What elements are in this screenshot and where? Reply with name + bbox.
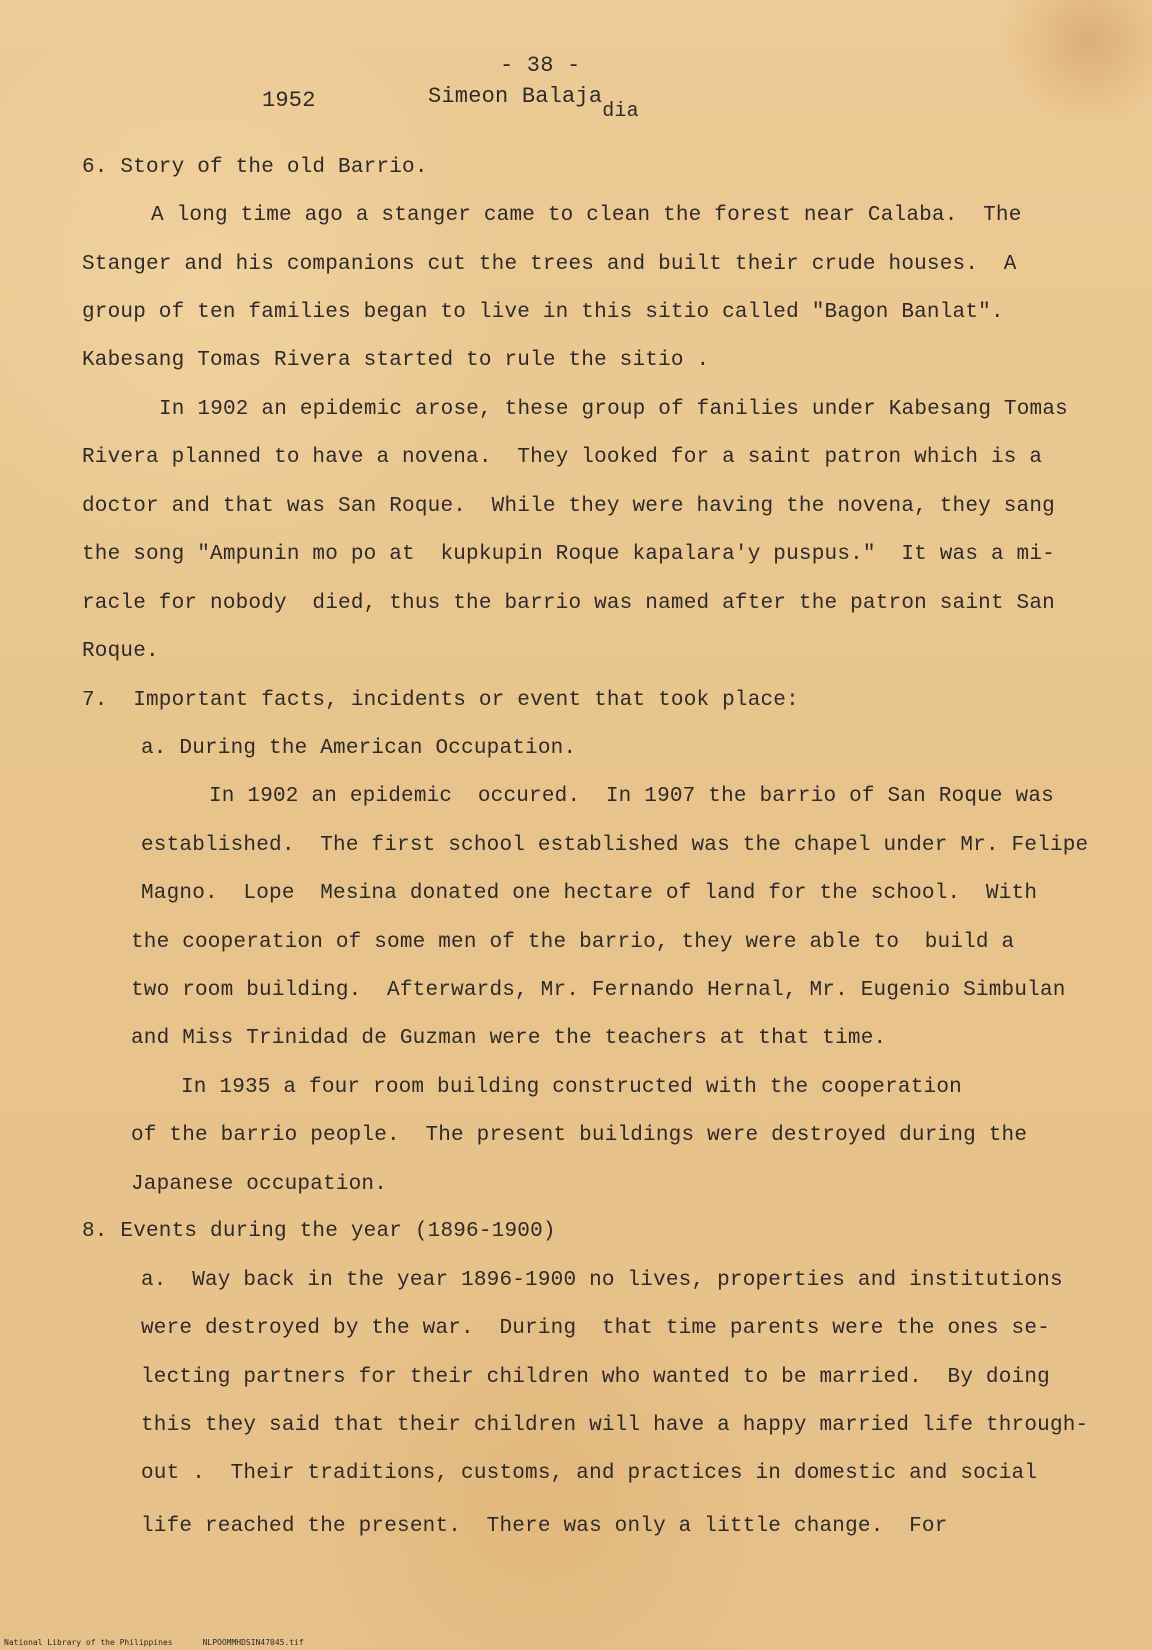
text-line: and Miss Trinidad de Guzman were the teachers at that time.	[131, 1027, 887, 1050]
text-line: a. Way back in the year 1896-1900 no lives, properties and institutions	[141, 1269, 1063, 1292]
text-line: out . Their traditions, customs, and practices in domestic and social	[141, 1462, 1038, 1485]
text-line: Roque.	[82, 640, 159, 663]
text-line: life reached the present. There was only a little change. For	[141, 1515, 948, 1538]
text-line: In 1902 an epidemic arose, these group of fanilies under Kabesang Tomas	[159, 398, 1068, 421]
author-name	[428, 84, 639, 123]
text-line: of the barrio people. The present buildings were destroyed during the	[131, 1124, 1028, 1147]
text-line: In 1935 a four room building constructed with the cooperation	[181, 1076, 962, 1099]
text-line: Kabesang Tomas Rivera started to rule the sitio .	[82, 349, 710, 372]
archive-footer	[4, 1638, 334, 1647]
author-suffix: dia	[602, 100, 639, 123]
section-7-heading: 7. Important facts, incidents or event that took place:	[82, 689, 799, 712]
text-line: racle for nobody died, thus the barrio was named after the patron saint San	[82, 592, 1055, 615]
subsection-a-heading: a. During the American Occupation.	[141, 737, 577, 760]
page-number: - 38 -	[500, 53, 581, 78]
document-year: 1952	[262, 88, 316, 113]
text-line: two room building. Afterwards, Mr. Fernando Hernal, Mr. Eugenio Simbulan	[131, 979, 1066, 1002]
text-line: Rivera planned to have a novena. They looked for a saint patron which is a	[82, 446, 1043, 469]
text-line: doctor and that was San Roque. While they were having the novena, they sang	[82, 495, 1055, 518]
text-line: the cooperation of some men of the barrio, they were able to build a	[131, 931, 1015, 954]
text-line: Stanger and his companions cut the trees and built their crude houses. A	[82, 253, 1017, 276]
footer-file-id: NLPOOMMHDSIN47045.tif	[202, 1638, 304, 1647]
text-line: this they said that their children will have a happy married life through-	[141, 1414, 1089, 1437]
text-line: Japanese occupation.	[131, 1173, 388, 1196]
text-line: In 1902 an epidemic occured. In 1907 the barrio of San Roque was	[209, 785, 1054, 808]
author-main: Simeon Balaja	[428, 84, 603, 109]
footer-library: National Library of the Philippines	[4, 1638, 173, 1647]
text-line: A long time ago a stanger came to clean the forest near Calaba. The	[151, 204, 1022, 227]
text-line: established. The first school established was the chapel under Mr. Felipe	[141, 834, 1089, 857]
text-line: the song "Ampunin mo po at kupkupin Roque kapalara'y puspus." It was a mi-	[82, 543, 1055, 566]
section-8-heading: 8. Events during the year (1896-1900)	[82, 1220, 556, 1243]
text-line: Magno. Lope Mesina donated one hectare of land for the school. With	[141, 882, 1038, 905]
section-6-heading: 6. Story of the old Barrio.	[82, 156, 428, 179]
text-line: lecting partners for their children who wanted to be married. By doing	[141, 1366, 1050, 1389]
text-line: were destroyed by the war. During that time parents were the ones se-	[141, 1317, 1050, 1340]
text-line: group of ten families began to live in this sitio called "Bagon Banlat".	[82, 301, 1004, 324]
